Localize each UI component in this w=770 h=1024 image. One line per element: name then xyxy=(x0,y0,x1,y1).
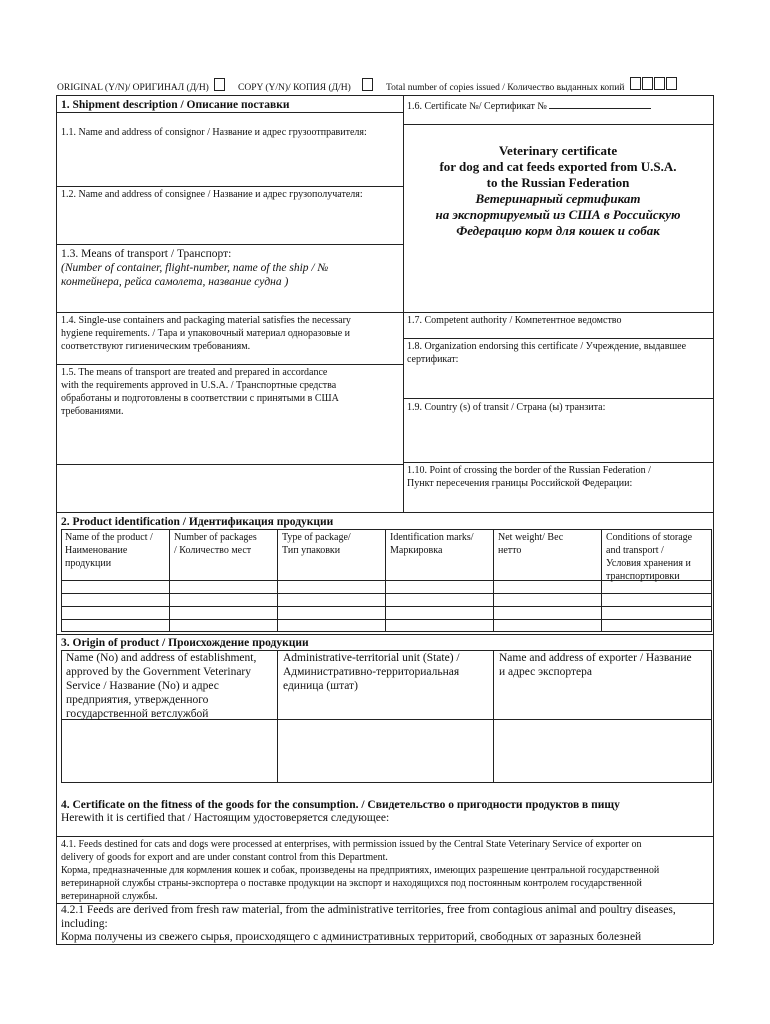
copies-digit-4[interactable] xyxy=(666,77,677,90)
establishment-4: предприятия, утвержденного xyxy=(66,694,209,706)
rule xyxy=(61,606,712,607)
p4-1-line-5: ветеринарной службы. xyxy=(61,891,158,902)
title-en-3: to the Russian Federation xyxy=(486,175,630,190)
col-packages-1: Number of packages xyxy=(174,532,257,543)
rule xyxy=(56,186,403,187)
copies-label: Total number of copies issued / Количество выданных копий xyxy=(386,83,625,93)
frame-right xyxy=(713,95,714,944)
rule xyxy=(56,836,713,837)
title-ru-3: Федерацию корм для кошек и собак xyxy=(456,223,660,238)
containers-line-2: hygiene requirements. / Тара и упаковочный материал одноразовые и xyxy=(61,328,351,339)
original-checkbox[interactable] xyxy=(214,78,225,91)
herewith-line: Herewith it is certified that / Настоящим удостоверяется следующее: xyxy=(61,812,390,824)
p4-2-line-3: Корма получены из свежего сырья, происходящего с административных территорий, свободных от заразных болезней xyxy=(61,931,642,943)
treated-line-4: требованиями. xyxy=(61,406,124,417)
admin-unit-1: Administrative-territorial unit (State) / xyxy=(283,652,460,664)
establishment-3: Service / Название (No) и адрес xyxy=(66,680,219,692)
containers-line-1: 1.4. Single-use containers and packaging material satisfies the necessary xyxy=(61,315,351,326)
endorsing-line-1: 1.8. Organization endorsing this certificate / Учреждение, выдавшее xyxy=(407,341,687,352)
rule xyxy=(403,462,713,463)
col-conditions-4: транспортировки xyxy=(606,571,680,582)
col-marks-1: Identification marks/ xyxy=(390,532,474,543)
consignee-label: 1.2. Name and address of consignee / Название и адрес грузополучателя: xyxy=(61,189,363,200)
section3-title: 3. Origin of product / Происхождение продукции xyxy=(61,637,309,649)
col-conditions-2: and transport / xyxy=(606,545,664,556)
rule xyxy=(56,244,403,245)
title-ru-2: на экспортируемый из США в Российскую xyxy=(435,207,681,222)
certificate-number-line xyxy=(549,99,651,109)
certificate-number-field[interactable] xyxy=(407,99,651,114)
title-en-2: for dog and cat feeds exported from U.S.A. xyxy=(439,159,677,174)
p4-1-line-2: delivery of goods for export and are under constant control from this Department. xyxy=(61,852,388,863)
exporter-1: Name and address of exporter / Название xyxy=(499,652,692,664)
col-conditions-3: Условия хранения и xyxy=(606,558,691,569)
p4-2-line-2: including: xyxy=(61,918,108,930)
rule xyxy=(61,593,712,594)
rule xyxy=(56,634,713,635)
col-product-name-3: продукции xyxy=(65,558,112,569)
frame-top xyxy=(56,95,713,96)
rule xyxy=(403,338,713,339)
rule xyxy=(56,464,403,465)
consignee-field[interactable] xyxy=(57,202,402,242)
copy-label: COPY (Y/N)/ КОПИЯ (Д/Н) xyxy=(238,83,351,93)
col-marks-2: Маркировка xyxy=(390,545,443,556)
rule xyxy=(403,312,713,313)
establishment-2: approved by the Government Veterinary xyxy=(66,666,252,678)
col-conditions-1: Conditions of storage xyxy=(606,532,693,543)
p4-2-line-1: 4.2.1 Feeds are derived from fresh raw material, from the administrative territories, free from contagious animal and poultry diseases, xyxy=(61,904,676,916)
section1-title: 1. Shipment description / Описание поставки xyxy=(61,99,290,111)
title-ru-1: Ветеринарный сертификат xyxy=(475,191,641,206)
rule xyxy=(56,312,403,313)
col-weight-1: Net weight/ Вес xyxy=(498,532,564,543)
admin-unit-2: Административно-территориальная xyxy=(283,666,460,678)
competent-authority-label: 1.7. Competent authority / Компетентное ведомство xyxy=(407,315,622,326)
section4-title xyxy=(61,798,620,812)
treated-line-3: обработаны и подготовлены в соответствии с принятыми в США xyxy=(61,393,339,404)
establishment-5: государственной ветслужбой xyxy=(66,708,209,720)
p4-1-line-4: ветеринарной службы страны-экспортера о поставке продукции на экспорт и находящихся под постоянным контролем государственной xyxy=(61,878,642,889)
title-en-1: Veterinary certificate xyxy=(498,143,618,158)
rule xyxy=(277,650,278,783)
treated-line-1: 1.5. The means of transport are treated and prepared in accordance xyxy=(61,367,328,378)
consignor-field[interactable] xyxy=(57,140,402,184)
rule xyxy=(493,650,494,783)
rule xyxy=(56,512,713,513)
col-packages-2: / Количество мест xyxy=(174,545,252,556)
rule xyxy=(56,364,403,365)
rule xyxy=(56,112,403,113)
col-product-name-2: Наименование xyxy=(65,545,128,556)
admin-unit-3: единица (штат) xyxy=(283,680,358,692)
copies-digit-1[interactable] xyxy=(630,77,641,90)
exporter-2: и адрес экспортера xyxy=(499,666,592,678)
treated-line-2: with the requirements approved in U.S.A. / Транспортные средства xyxy=(61,380,337,391)
col-weight-2: нетто xyxy=(498,545,522,556)
p4-1-line-1: 4.1. Feeds destined for cats and dogs were processed at enterprises, with permission issued by the Central State Veterinary Service of exporter on xyxy=(61,839,642,850)
frame-bottom xyxy=(56,944,713,945)
rule xyxy=(403,398,713,399)
transport-note-1: (Number of container, flight-number, name of the ship / № xyxy=(61,262,329,274)
rule xyxy=(61,619,712,620)
p4-1-line-3: Корма, предназначенные для кормления кошек и собак, произведены на предприятиях, имеющих разрешение центральной государственной xyxy=(61,865,660,876)
endorsing-line-2: сертификат: xyxy=(407,354,459,365)
containers-line-3: соответствуют гигиеническим требованиям. xyxy=(61,341,251,352)
establishment-1: Name (No) and address of establishment, xyxy=(66,652,257,664)
consignor-label: 1.1. Name and address of consignor / Название и адрес грузоотправителя: xyxy=(61,127,367,138)
transport-note-2: контейнера, рейса самолета, название судна ) xyxy=(61,276,289,288)
certificate-number-label: 1.6. Certificate №/ Сертификат № xyxy=(407,101,547,112)
border-line-2: Пункт пересечения границы Российской Федерации: xyxy=(407,478,633,489)
copies-digit-2[interactable] xyxy=(642,77,653,90)
transit-label: 1.9. Country (s) of transit / Страна (ы) транзита: xyxy=(407,402,606,413)
section4-number: 4. xyxy=(61,799,70,811)
transport-label: 1.3. Means of transport / Транспорт: xyxy=(61,248,232,260)
rule xyxy=(403,124,713,125)
copies-digit-3[interactable] xyxy=(654,77,665,90)
section2-title: 2. Product identification / Идентификация продукции xyxy=(61,516,334,528)
border-line-1: 1.10. Point of crossing the border of the Russian Federation / xyxy=(407,465,651,476)
section4-title-text: Certificate on the fitness of the goods for the consumption. / Свидетельство о пригодности продуктов в пищу xyxy=(72,799,620,811)
col-package-type-2: Тип упаковки xyxy=(282,545,341,556)
col-product-name-1: Name of the product / xyxy=(65,532,153,543)
original-label: ORIGINAL (Y/N)/ ОРИГИНАЛ (Д/Н) xyxy=(57,83,209,93)
col-package-type-1: Type of package/ xyxy=(282,532,351,543)
copy-checkbox[interactable] xyxy=(362,78,373,91)
